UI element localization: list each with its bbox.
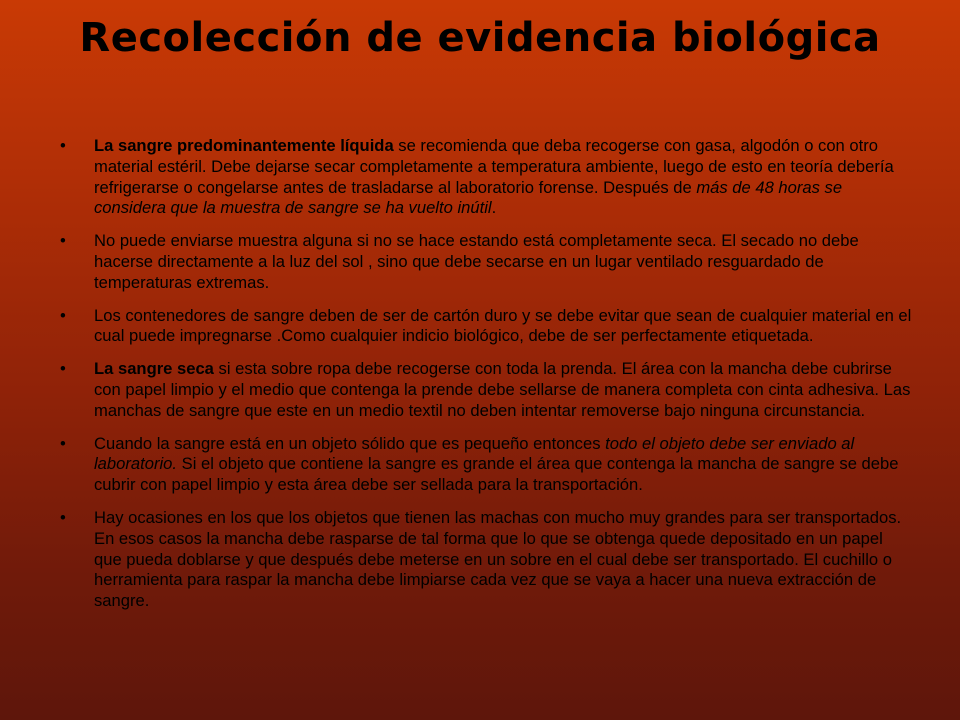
bullet-text: se recomienda que deba recogerse con gasa, algodón o con otro material estéril. Debe dejarse secar completamente a temperatura ambiente, luego de esto en teoría debería refrigerarse o congelarse antes de trasladarse al laboratorio forense. Después de <box>94 136 894 197</box>
bullet-item-containers <box>60 306 912 348</box>
bullet-text: Los contenedores de sangre deben de ser de cartón duro y se debe evitar que sean de cualquier material en el cual puede impregnarse .Como cualquier indicio biológico, debe de ser perfectamente etiquetada. <box>94 305 912 346</box>
bullet-text: Hay ocasiones en los que los objetos que tienen las machas con mucho muy grandes para ser transportados. En esos casos la mancha debe rasparse de tal forma que lo que se obtenga quede depositado en un papel que pueda doblarse y que después debe meterse en un sobre en el cual debe ser transportado. El cuchillo o herramienta para raspar la mancha debe limpiarse cada vez que se vaya a hacer una nueva extracción de sangre. <box>94 507 902 611</box>
bullet-tail: Si el objeto que contiene la sangre es grande el área que contenga la mancha de sangre se debe cubrir con papel limpio y esta área debe ser sellada para la transportación. <box>94 454 899 495</box>
bullet-tail: . <box>491 198 497 218</box>
bullet-text: No puede enviarse muestra alguna si no se hace estando está completamente seca. El secado no debe hacerse directamente a la luz del sol , sino que debe secarse en un lugar ventilado resguardado de temperaturas extremas. <box>94 231 859 292</box>
bullet-item-solid-object <box>60 434 912 496</box>
bullet-item-drying <box>60 231 912 293</box>
bullet-italic: más de 48 horas se considera que la muestra de sangre se ha vuelto inútil <box>94 177 843 218</box>
slide-title: Recolección de evidencia biológica <box>79 15 881 61</box>
bullet-bold-lead: La sangre predominantemente líquida <box>94 136 394 155</box>
bullet-italic: todo el objeto debe ser enviado al laboratorio. <box>94 433 855 474</box>
bullet-item-scraping <box>60 508 912 612</box>
bullet-list <box>60 136 912 624</box>
bullet-bold-lead: La sangre seca <box>94 359 214 379</box>
bullet-text: si esta sobre ropa debe recogerse con toda la prenda. El área con la mancha debe cubrirse con papel limpio y el medio que contenga la prende debe sellarse de manera completa con cinta adhesiva. Las manchas de sangre que este en un medio textil no deben intentar removerse bajo ninguna circunstancia. <box>94 359 911 420</box>
bullet-item-liquid-blood <box>60 136 912 219</box>
bullet-item-dry-blood <box>60 359 912 421</box>
bullet-text: Cuando la sangre está en un objeto sólido que es pequeño entonces <box>94 433 606 453</box>
